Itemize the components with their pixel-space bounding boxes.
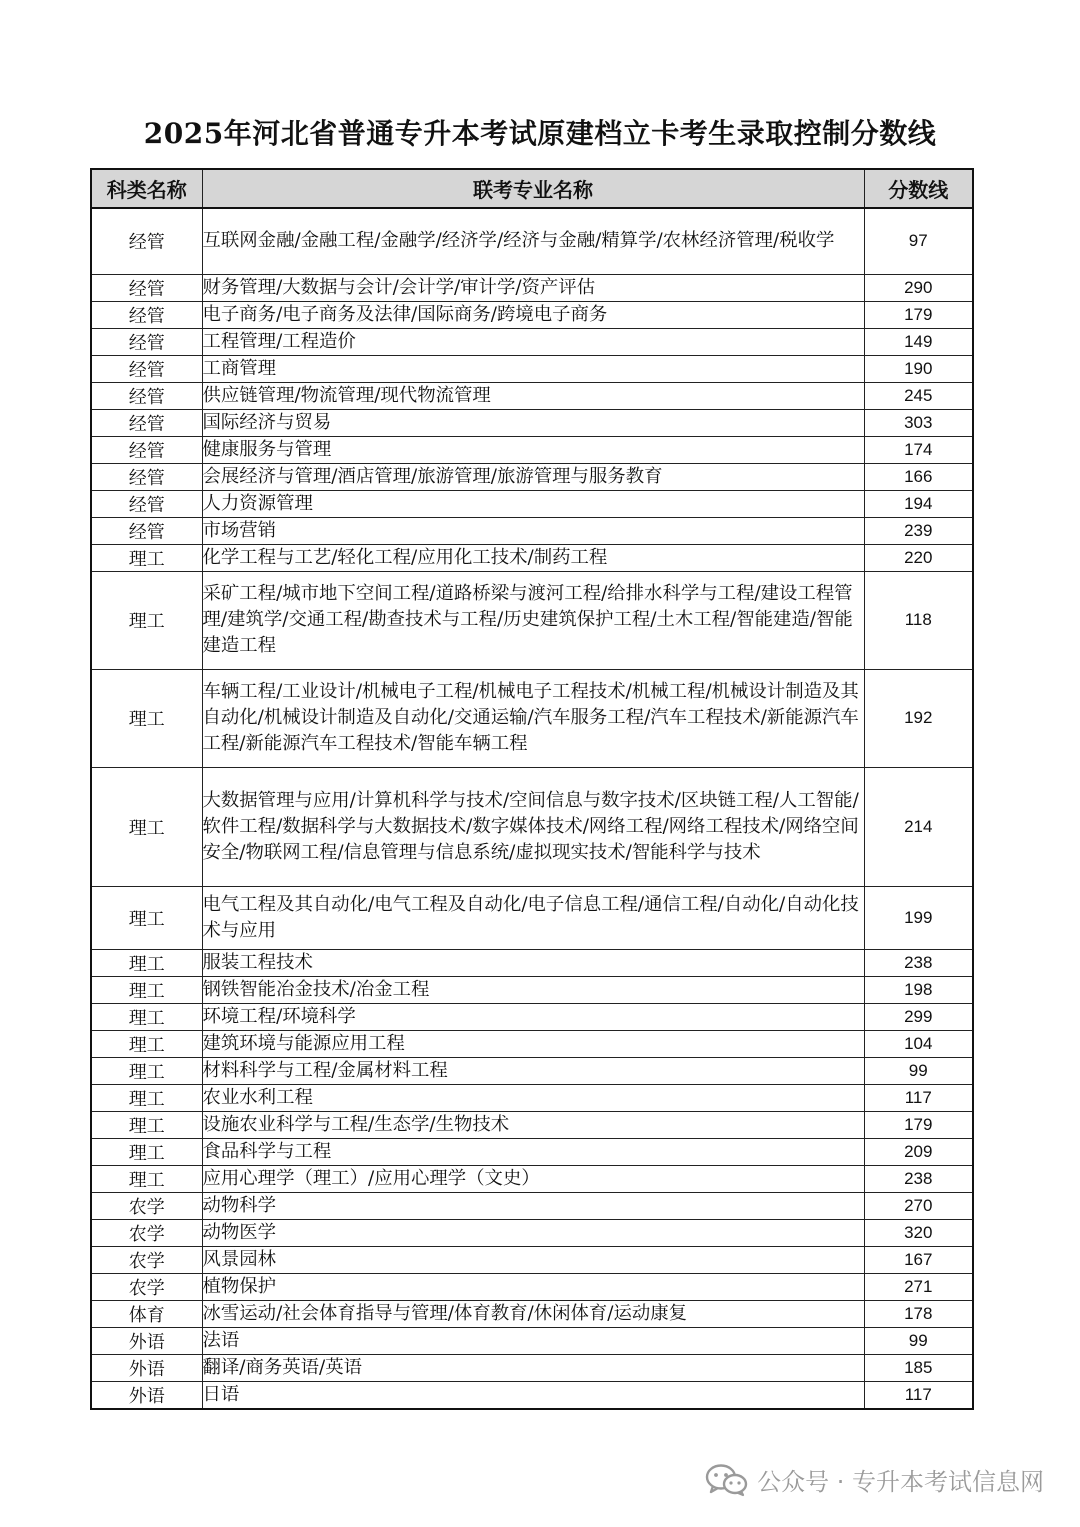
category-cell: 经管 [91, 436, 202, 463]
category-cell: 理工 [91, 886, 202, 949]
table-row [91, 669, 973, 767]
major-cell: 工程管理/工程造价 [202, 328, 864, 355]
score-cell: 118 [864, 571, 973, 669]
score-cell: 174 [864, 436, 973, 463]
table-row [91, 1327, 973, 1354]
category-cell: 理工 [91, 571, 202, 669]
major-cell: 材料科学与工程/金属材料工程 [202, 1057, 864, 1084]
table-row [91, 886, 973, 949]
table-row [91, 949, 973, 976]
category-cell: 经管 [91, 274, 202, 301]
score-cell: 99 [864, 1327, 973, 1354]
major-cell: 电气工程及其自动化/电气工程及自动化/电子信息工程/通信工程/自动化/自动化技术与应用 [202, 886, 864, 949]
category-cell: 经管 [91, 490, 202, 517]
major-cell: 电子商务/电子商务及法律/国际商务/跨境电子商务 [202, 301, 864, 328]
table-row [91, 1273, 973, 1300]
major-cell: 农业水利工程 [202, 1084, 864, 1111]
score-cell: 179 [864, 1111, 973, 1138]
category-cell: 理工 [91, 949, 202, 976]
category-cell: 理工 [91, 1165, 202, 1192]
major-cell: 车辆工程/工业设计/机械电子工程/机械电子工程技术/机械工程/机械设计制造及其自动化/机械设计制造及自动化/交通运输/汽车服务工程/汽车工程技术/新能源汽车工程/新能源汽车工程技术/智能车辆工程 [202, 669, 864, 767]
major-cell: 食品科学与工程 [202, 1138, 864, 1165]
category-cell: 经管 [91, 208, 202, 274]
major-cell: 动物科学 [202, 1192, 864, 1219]
table-row [91, 1192, 973, 1219]
category-cell: 农学 [91, 1246, 202, 1273]
score-table [90, 168, 974, 1410]
major-cell: 采矿工程/城市地下空间工程/道路桥梁与渡河工程/给排水科学与工程/建设工程管理/建筑学/交通工程/勘查技术与工程/历史建筑保护工程/土木工程/智能建造/智能建造工程 [202, 571, 864, 669]
table-row [91, 767, 973, 886]
table-row [91, 1354, 973, 1381]
score-cell: 179 [864, 301, 973, 328]
category-cell: 经管 [91, 463, 202, 490]
major-cell: 化学工程与工艺/轻化工程/应用化工技术/制药工程 [202, 544, 864, 571]
score-cell: 290 [864, 274, 973, 301]
score-cell: 104 [864, 1030, 973, 1057]
table-row [91, 1219, 973, 1246]
category-cell: 理工 [91, 976, 202, 1003]
score-cell: 117 [864, 1084, 973, 1111]
score-cell: 270 [864, 1192, 973, 1219]
page-title: 2025年河北省普通专升本考试原建档立卡考生录取控制分数线 [143, 117, 937, 150]
category-cell: 理工 [91, 1084, 202, 1111]
table-row [91, 1165, 973, 1192]
major-cell: 会展经济与管理/酒店管理/旅游管理/旅游管理与服务教育 [202, 463, 864, 490]
footer-text: 公众号 · 专升本考试信息网 [757, 1468, 1044, 1496]
table-row [91, 1111, 973, 1138]
table-row [91, 571, 973, 669]
major-cell: 供应链管理/物流管理/现代物流管理 [202, 382, 864, 409]
major-cell: 人力资源管理 [202, 490, 864, 517]
category-cell: 外语 [91, 1327, 202, 1354]
major-cell: 冰雪运动/社会体育指导与管理/体育教育/休闲体育/运动康复 [202, 1300, 864, 1327]
score-cell: 199 [864, 886, 973, 949]
category-cell: 理工 [91, 1057, 202, 1084]
major-cell: 植物保护 [202, 1273, 864, 1300]
major-cell: 日语 [202, 1381, 864, 1409]
category-cell: 经管 [91, 382, 202, 409]
score-cell: 194 [864, 490, 973, 517]
score-cell: 167 [864, 1246, 973, 1273]
table-row [91, 409, 973, 436]
table-row [91, 1300, 973, 1327]
category-cell: 理工 [91, 1003, 202, 1030]
major-cell: 风景园林 [202, 1246, 864, 1273]
score-cell: 303 [864, 409, 973, 436]
score-cell: 320 [864, 1219, 973, 1246]
footer-watermark [705, 1462, 1044, 1497]
score-cell: 192 [864, 669, 973, 767]
major-cell: 应用心理学（理工）/应用心理学（文史） [202, 1165, 864, 1192]
category-cell: 外语 [91, 1354, 202, 1381]
major-cell: 大数据管理与应用/计算机科学与技术/空间信息与数字技术/区块链工程/人工智能/软件工程/数据科学与大数据技术/数字媒体技术/网络工程/网络工程技术/网络空间安全/物联网工程/信息管理与信息系统/虚拟现实技术/智能科学与技术 [202, 767, 864, 886]
category-cell: 理工 [91, 1111, 202, 1138]
major-cell: 工商管理 [202, 355, 864, 382]
score-cell: 238 [864, 1165, 973, 1192]
table-row [91, 1246, 973, 1273]
header-category: 科类名称 [91, 169, 202, 208]
category-cell: 理工 [91, 544, 202, 571]
category-cell: 理工 [91, 1030, 202, 1057]
score-cell: 149 [864, 328, 973, 355]
major-cell: 服装工程技术 [202, 949, 864, 976]
table-row [91, 436, 973, 463]
major-cell: 市场营销 [202, 517, 864, 544]
major-cell: 翻译/商务英语/英语 [202, 1354, 864, 1381]
category-cell: 经管 [91, 517, 202, 544]
score-cell: 239 [864, 517, 973, 544]
score-cell: 238 [864, 949, 973, 976]
table-row [91, 274, 973, 301]
category-cell: 经管 [91, 409, 202, 436]
table-row [91, 208, 973, 274]
table-header-row [91, 169, 973, 208]
table-body [91, 208, 973, 1409]
score-cell: 166 [864, 463, 973, 490]
score-cell: 245 [864, 382, 973, 409]
score-cell: 271 [864, 1273, 973, 1300]
category-cell: 外语 [91, 1381, 202, 1409]
major-cell: 环境工程/环境科学 [202, 1003, 864, 1030]
major-cell: 钢铁智能冶金技术/冶金工程 [202, 976, 864, 1003]
category-cell: 农学 [91, 1219, 202, 1246]
score-cell: 97 [864, 208, 973, 274]
category-cell: 理工 [91, 1138, 202, 1165]
table-row [91, 544, 973, 571]
table-row [91, 1003, 973, 1030]
table-row [91, 490, 973, 517]
table-row [91, 301, 973, 328]
table-row [91, 382, 973, 409]
major-cell: 健康服务与管理 [202, 436, 864, 463]
category-cell: 农学 [91, 1273, 202, 1300]
score-cell: 99 [864, 1057, 973, 1084]
table-row [91, 517, 973, 544]
score-cell: 178 [864, 1300, 973, 1327]
table-row [91, 463, 973, 490]
major-cell: 设施农业科学与工程/生态学/生物技术 [202, 1111, 864, 1138]
table-row [91, 1057, 973, 1084]
major-cell: 建筑环境与能源应用工程 [202, 1030, 864, 1057]
table-row [91, 355, 973, 382]
major-cell: 国际经济与贸易 [202, 409, 864, 436]
score-cell: 214 [864, 767, 973, 886]
score-cell: 185 [864, 1354, 973, 1381]
score-cell: 190 [864, 355, 973, 382]
score-cell: 198 [864, 976, 973, 1003]
wechat-icon [705, 1463, 749, 1497]
score-cell: 299 [864, 1003, 973, 1030]
score-cell: 220 [864, 544, 973, 571]
major-cell: 互联网金融/金融工程/金融学/经济学/经济与金融/精算学/农林经济管理/税收学 [202, 208, 864, 274]
table-row [91, 1381, 973, 1409]
table-row [91, 328, 973, 355]
category-cell: 理工 [91, 669, 202, 767]
major-cell: 动物医学 [202, 1219, 864, 1246]
category-cell: 理工 [91, 767, 202, 886]
table-row [91, 976, 973, 1003]
category-cell: 经管 [91, 328, 202, 355]
category-cell: 农学 [91, 1192, 202, 1219]
header-major: 联考专业名称 [202, 169, 864, 208]
major-cell: 法语 [202, 1327, 864, 1354]
category-cell: 经管 [91, 301, 202, 328]
table-row [91, 1084, 973, 1111]
score-cell: 209 [864, 1138, 973, 1165]
major-cell: 财务管理/大数据与会计/会计学/审计学/资产评估 [202, 274, 864, 301]
category-cell: 经管 [91, 355, 202, 382]
table-row [91, 1138, 973, 1165]
header-score: 分数线 [864, 169, 973, 208]
category-cell: 体育 [91, 1300, 202, 1327]
score-cell: 117 [864, 1381, 973, 1409]
table-row [91, 1030, 973, 1057]
